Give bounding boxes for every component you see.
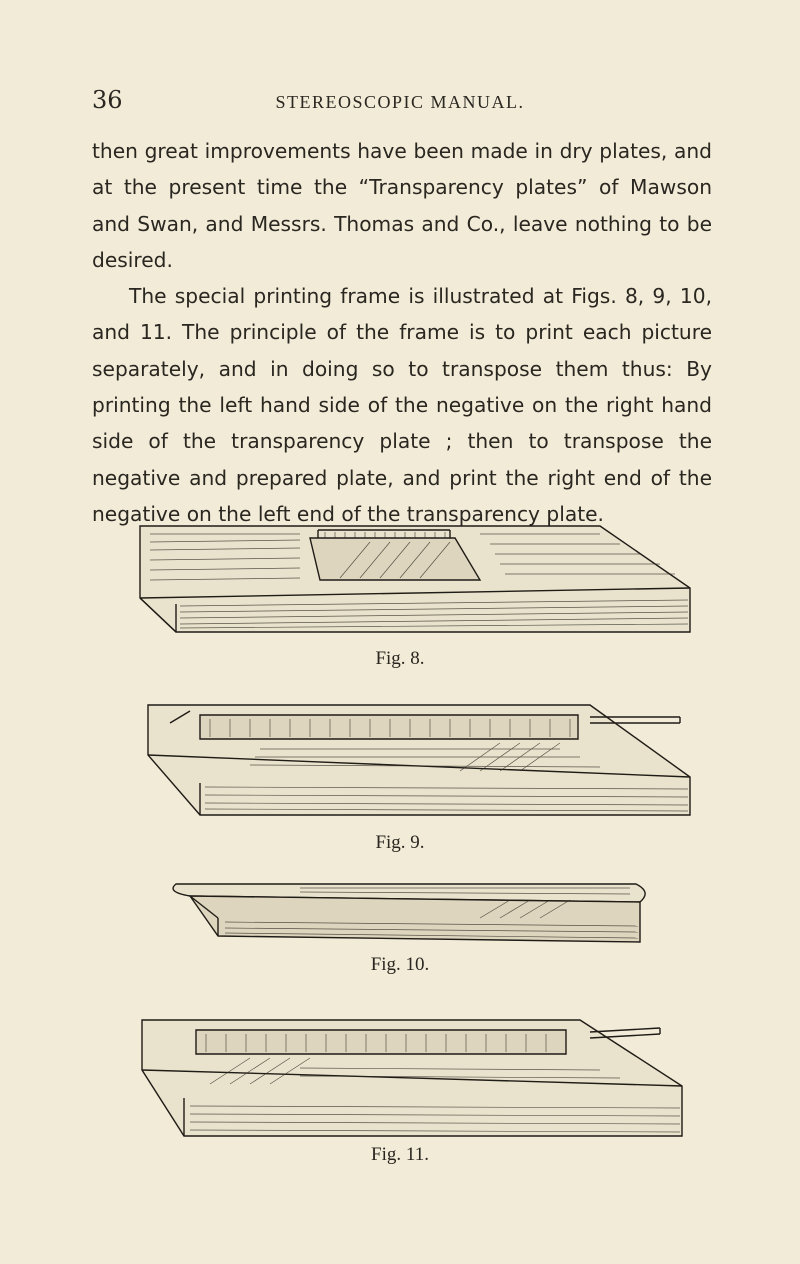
figure-caption: Fig. 8. (375, 648, 425, 669)
figure-8 (0, 520, 800, 680)
figure-caption: Fig. 11. (371, 1144, 429, 1165)
paragraph-continued: then great improvements have been made in dry plates, and at the present time the “Transparency plates” of Mawson and Swan, and Messrs. Thomas and Co., leave nothing to be desired. (92, 139, 712, 272)
page-number: 36 (92, 86, 123, 114)
figure-11 (0, 1014, 800, 1174)
figure-9 (0, 697, 800, 857)
body-text (92, 133, 712, 532)
paragraph: The special printing frame is illustrated at Figs. 8, 9, 10, and 11. The principle of the frame is to print each picture separately, and in doing so to transpose them thus: By printing the left hand side of the negative on the right hand side of the transparency plate ; then to transpose the negative and prepared plate, and print the right end of the negative on the left end of the transparency plate. (92, 284, 712, 526)
page-header (0, 82, 800, 122)
figure-10 (0, 878, 800, 978)
printing-frame-illustration (0, 520, 800, 650)
running-title: STEREOSCOPIC MANUAL. (275, 92, 525, 112)
printing-frame-illustration (0, 1014, 800, 1140)
printing-frame-illustration (0, 697, 800, 823)
printing-frame-illustration (0, 878, 800, 950)
figure-caption: Fig. 10. (370, 954, 430, 975)
figure-caption: Fig. 9. (375, 832, 425, 853)
